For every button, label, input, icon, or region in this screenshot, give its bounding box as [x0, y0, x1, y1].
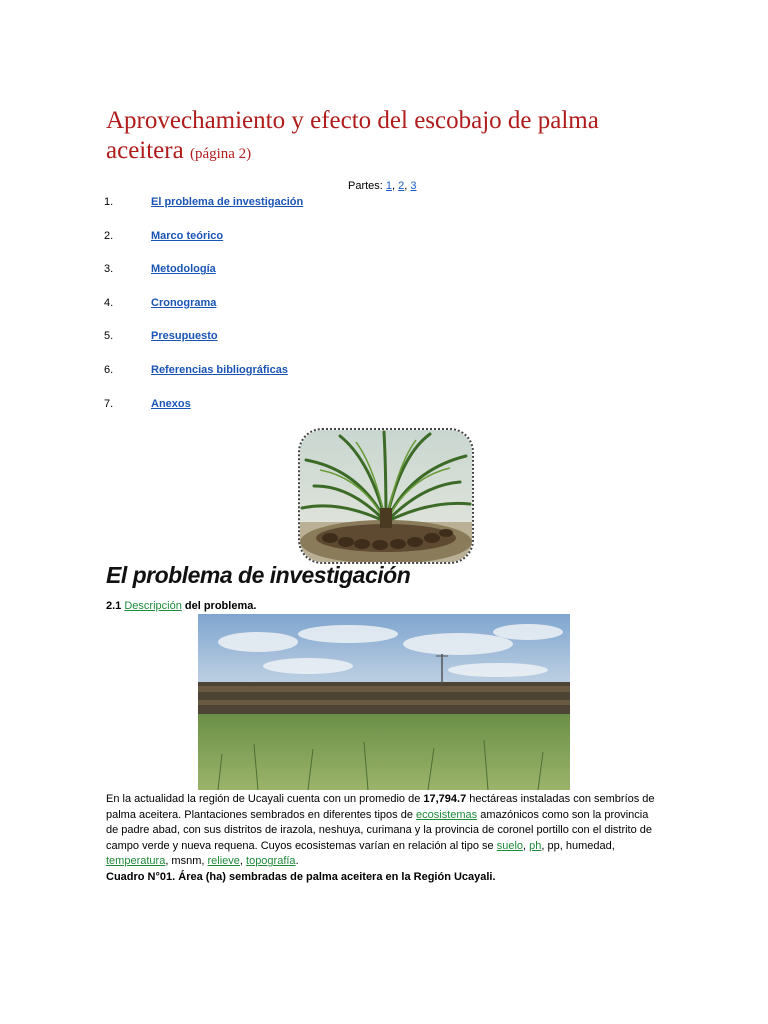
para-text: amazónicos como son la provincia de padre abad, con sus distritos de irazola, neshuya, curimana y la provincia de coronel portillo con el distrito de campo verde y nueva requena. Cuyos ecosistemas varían en relación al tipo se — [106, 808, 653, 852]
hectares-value: 17,794.7 — [423, 793, 467, 805]
temperatura-link[interactable]: temperatura — [106, 855, 166, 868]
toc-number: 2. — [104, 229, 114, 242]
descripcion-link[interactable]: Descripción — [124, 600, 182, 612]
field-photo — [198, 614, 570, 790]
para-text: . — [295, 855, 299, 868]
body-paragraph — [106, 792, 662, 870]
topografia-link[interactable]: topografía — [246, 855, 296, 868]
page-label: (página 2) — [189, 146, 252, 162]
toc-link-anexos[interactable]: Anexos — [151, 397, 191, 410]
toc-link-presupuesto[interactable]: Presupuesto — [151, 330, 218, 343]
toc-link-metodologia[interactable]: Metodología — [151, 263, 216, 276]
para-text: hectáreas instaladas con sembríos de palma aceitera. Plantaciones sembrados en diferentes tipos de — [106, 793, 655, 821]
ph-link[interactable]: ph — [529, 839, 542, 852]
subsection-heading — [106, 600, 256, 612]
page-title — [106, 106, 666, 169]
part-link-3[interactable]: 3 — [410, 180, 417, 192]
toc-link-problema[interactable]: El problema de investigación — [151, 196, 304, 208]
toc-number: 6. — [104, 363, 114, 376]
para-text: , msnm, — [165, 855, 208, 868]
toc-number: 3. — [104, 263, 114, 276]
section-heading: El problema de investigación — [106, 562, 411, 588]
part-link-2[interactable]: 2 — [398, 180, 405, 192]
toc-number: 5. — [104, 330, 114, 343]
para-text: , pp, humedad, — [541, 839, 615, 852]
toc-number: 1. — [104, 196, 114, 208]
toc-link-referencias[interactable]: Referencias bibliográficas — [151, 363, 288, 376]
subsection-number: 2.1 — [106, 600, 122, 612]
toc-number: 4. — [104, 296, 114, 309]
toc-link-cronograma[interactable]: Cronograma — [151, 296, 217, 309]
parts-label: Partes: — [348, 180, 383, 192]
ecosistemas-link[interactable]: ecosistemas — [416, 808, 478, 821]
relieve-link[interactable]: relieve — [207, 855, 240, 868]
suelo-link[interactable]: suelo — [496, 839, 524, 852]
title-main: Aprovechamiento y efecto del escobajo de palma aceitera — [106, 107, 599, 164]
toc-number: 7. — [104, 397, 114, 410]
para-text: , — [523, 839, 530, 852]
toc-link-marco[interactable]: Marco teórico — [151, 229, 224, 242]
table-caption: Cuadro N°01. Área (ha) sembradas de palma aceitera en la Región Ucayali. — [106, 871, 496, 883]
subsection-rest: del problema. — [184, 600, 257, 612]
para-text: , — [239, 855, 247, 868]
part-link-1[interactable]: 1 — [385, 180, 393, 192]
palm-tree-photo — [300, 430, 472, 562]
parts-nav: Partes: 1, 2, 3 — [348, 180, 417, 192]
para-text: En la actualidad la región de Ucayali cuenta con un promedio de — [106, 793, 424, 805]
